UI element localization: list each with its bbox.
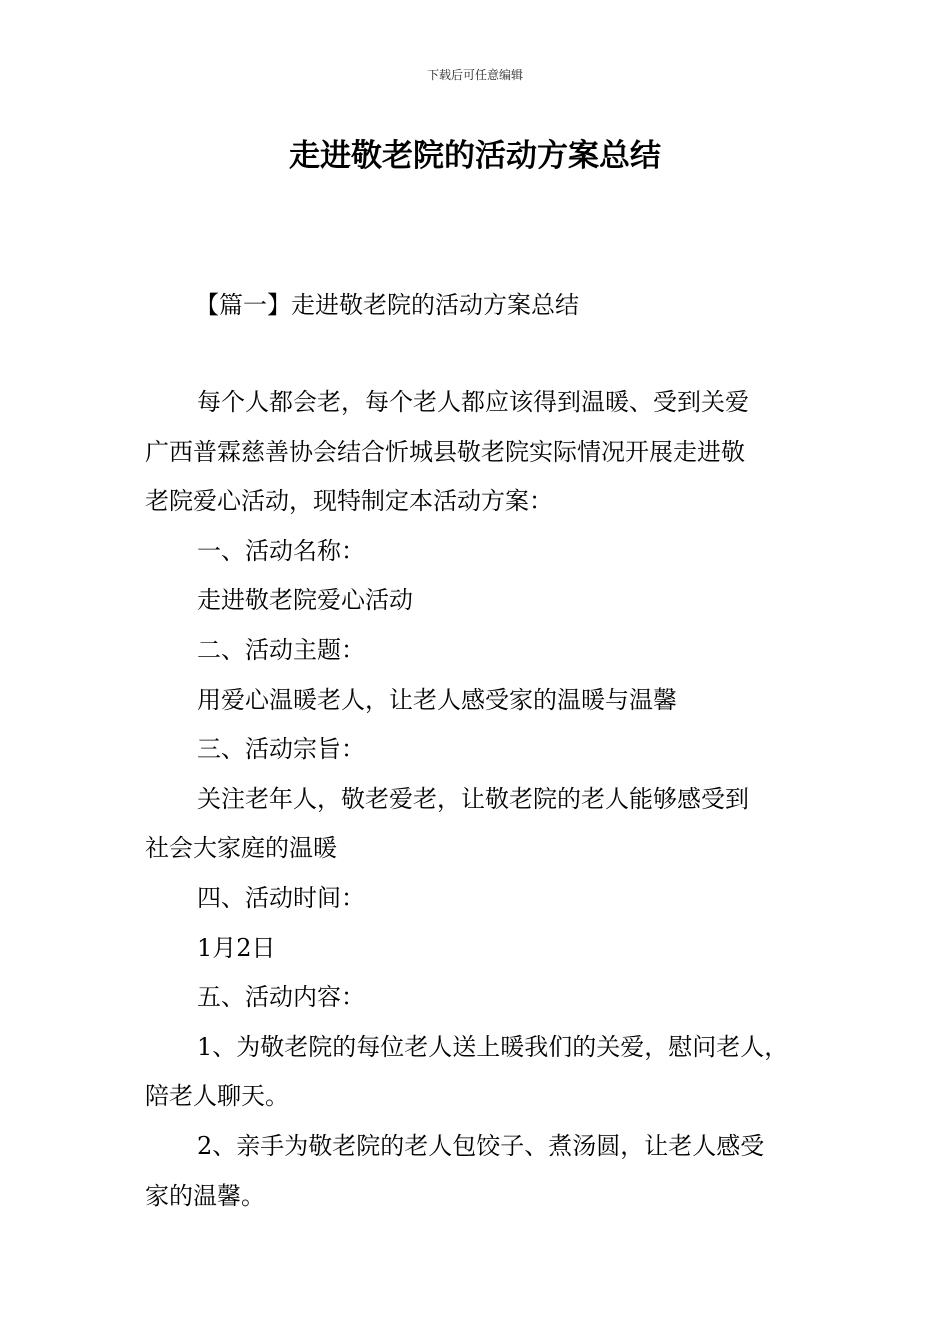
paragraph-line: 陪老人聊天。 [145, 1082, 289, 1111]
paragraph-line: 1、为敬老院的每位老人送上暖我们的关爱，慰问老人， [197, 1032, 789, 1061]
paragraph-line: 广西普霖慈善协会结合忻城县敬老院实际情况开展走进敬 [145, 437, 745, 466]
section-heading: 【篇一】走进敬老院的活动方案总结 [195, 291, 579, 319]
section-label-purpose: 三、活动宗旨： [197, 735, 365, 764]
paragraph-line: 老院爱心活动，现特制定本活动方案： [145, 487, 553, 516]
header-note: 下载后可任意编辑 [426, 68, 523, 82]
section-label-name: 一、活动名称： [197, 536, 365, 565]
section-label-content: 五、活动内容： [197, 983, 365, 1012]
paragraph-line: 家的温馨。 [145, 1181, 265, 1210]
paragraph-line: 用爱心温暖老人，让老人感受家的温暖与温馨 [197, 685, 677, 714]
paragraph-line: 每个人都会老，每个老人都应该得到温暖、受到关爱 [197, 388, 749, 416]
section-label-theme: 二、活动主题： [197, 635, 365, 664]
paragraph-line: 关注老年人，敬老爱老，让敬老院的老人能够感受到 [197, 784, 749, 813]
paragraph-line: 走进敬老院爱心活动 [197, 586, 413, 615]
section-label-time: 四、活动时间： [197, 883, 365, 912]
paragraph-line: 1月2日 [197, 933, 276, 962]
body-text [145, 378, 825, 1221]
paragraph-line: 社会大家庭的温暖 [145, 834, 337, 863]
paragraph-line: 2、亲手为敬老院的老人包饺子、煮汤圆，让老人感受 [197, 1131, 765, 1160]
document-title: 走进敬老院的活动方案总结 [289, 138, 661, 174]
